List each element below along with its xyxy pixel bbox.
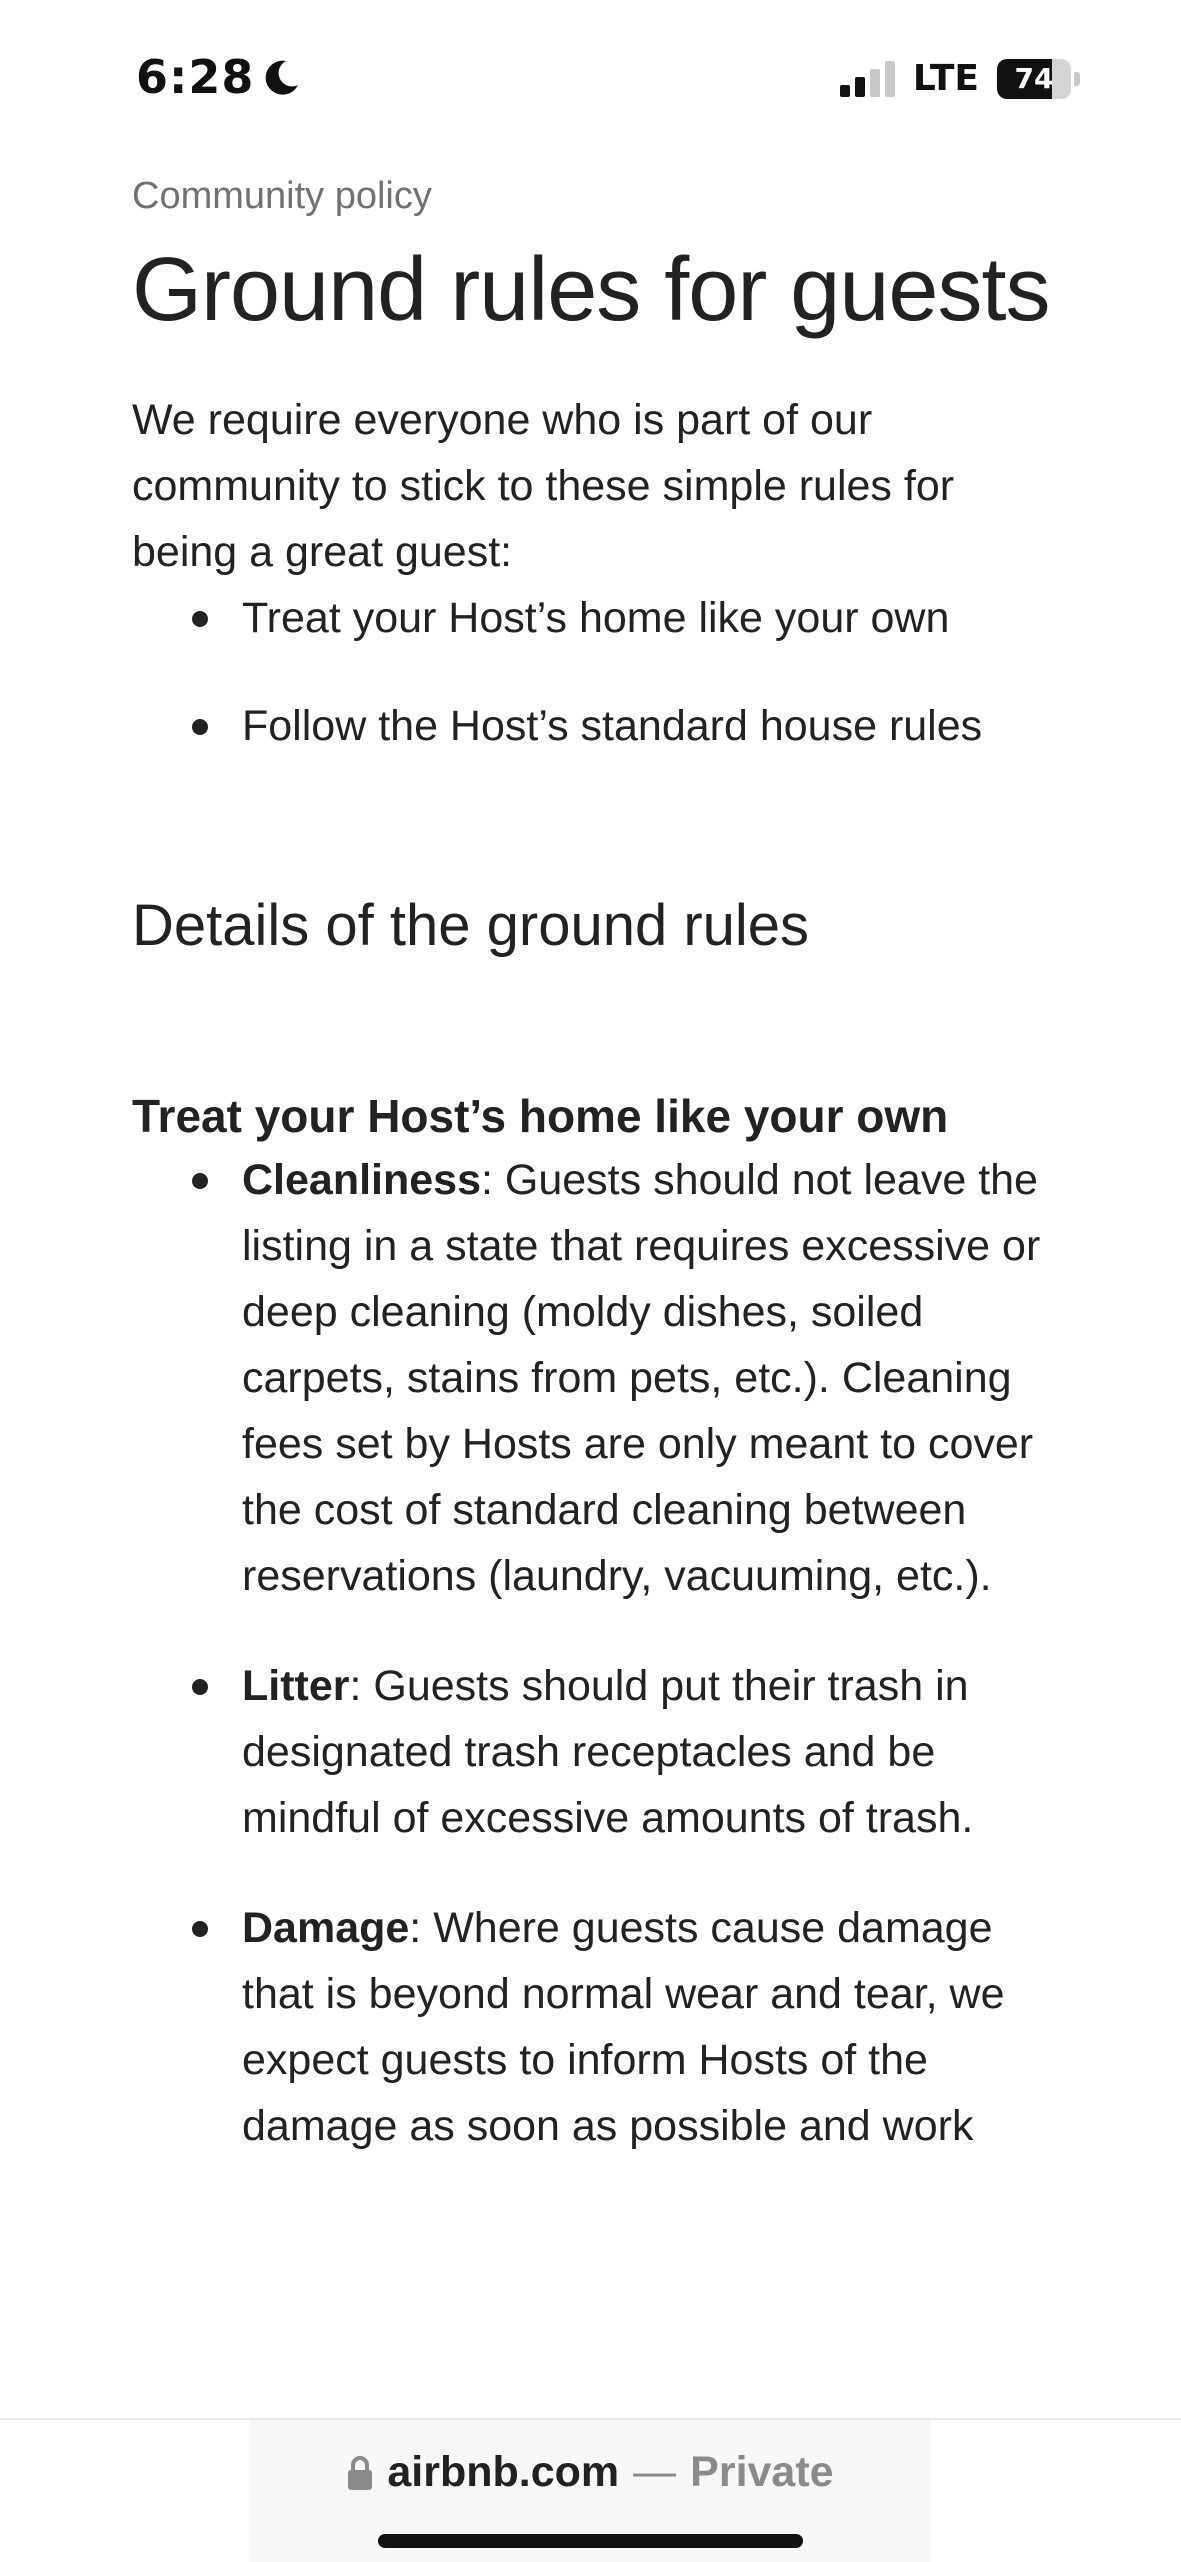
time-group [136,50,304,104]
detail-item-litter [132,1653,1062,1851]
battery-level: 74 [1014,61,1054,95]
lock-icon [347,2455,373,2491]
detail-text: : Guests should not leave the listing in a state that requires excessive or deep cleaning (moldy dishes, soiled carpets, stains from pets, etc.). Cleaning fees set by Hosts are only meant to cover the cost of standard cleaning between reservations (laundry, vacuuming, etc.). [242,1156,1041,1600]
signal-bar [870,69,880,97]
eyebrow-category: Community policy [132,175,432,217]
detail-item-damage [132,1895,1062,2159]
detail-term: Litter [242,1662,350,1710]
signal-bar [840,85,850,97]
moon-icon [260,55,304,99]
detail-text: : Guests should put their trash in designated trash receptacles and be mindful of excessive amounts of trash. [242,1662,974,1842]
status-right [840,58,1081,99]
detail-text: : Where guests cause damage that is beyond normal wear and tear, we expect guests to inform Hosts of the damage as soon as possible and work [242,1904,1005,2150]
subsection-heading: Treat your Host’s home like your own [132,1090,949,1142]
home-indicator[interactable] [378,2534,803,2548]
section-heading: Details of the ground rules [132,893,810,958]
url-content [250,2448,931,2497]
intro-bullet-item: Follow the Host’s standard house rules [132,693,1062,759]
page-title: Ground rules for guests [132,240,1050,340]
detail-item-cleanliness [132,1147,1062,1609]
intro-bullet-item: Treat your Host’s home like your own [132,585,1062,651]
status-bar [0,0,1181,150]
signal-icon [840,61,895,97]
signal-bar [855,77,865,97]
article [132,170,1062,2159]
intro-bullet-list [132,585,1062,759]
url-domain: airbnb.com [387,2448,620,2496]
signal-bar [885,61,895,97]
battery-nub [1074,72,1080,86]
detail-term: Damage [242,1904,410,1952]
network-type: LTE [912,58,979,99]
detail-term: Cleanliness [242,1156,481,1204]
browsing-mode: Private [690,2448,834,2496]
intro-paragraph: We require everyone who is part of our community to stick to these simple rules for being a great guest: [132,396,955,576]
url-separator: — [633,2448,677,2496]
detail-bullet-list [132,1147,1062,2159]
battery-icon [997,59,1081,99]
status-time: 6:28 [136,50,255,104]
browser-url-bar[interactable] [0,2418,1181,2562]
battery-body [997,59,1071,99]
